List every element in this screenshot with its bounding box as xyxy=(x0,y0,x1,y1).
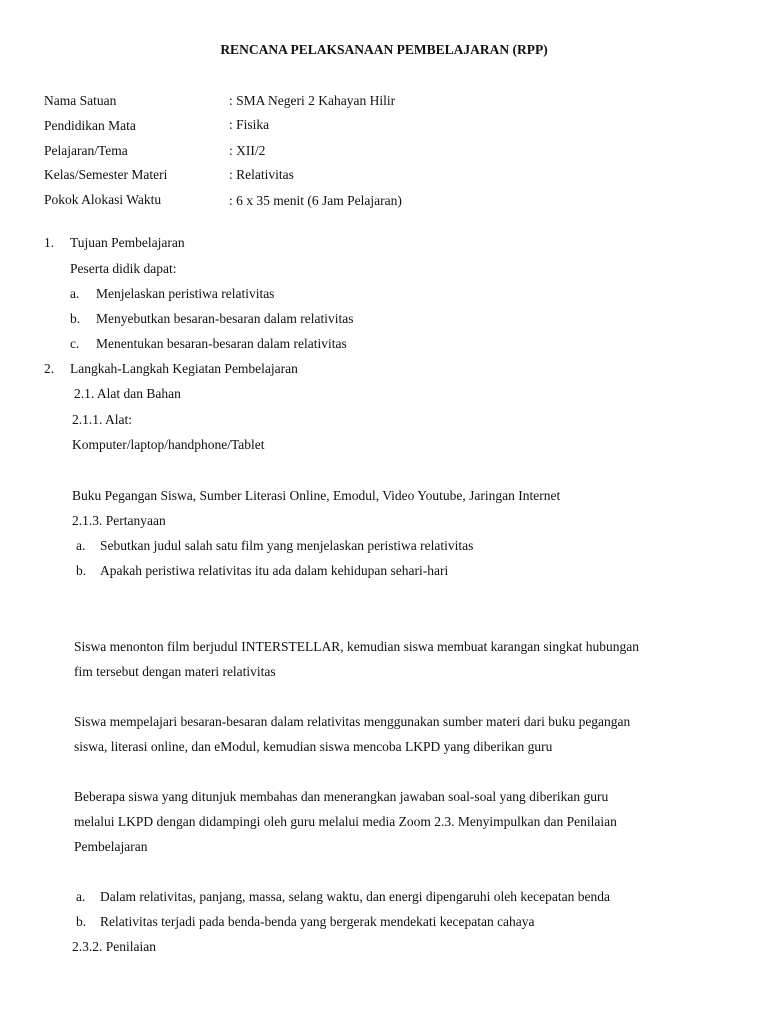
section-number: 1. xyxy=(44,235,55,250)
paragraph-line: melalui LKPD dengan didampingi oleh guru melalui media Zoom 2.3. Menyimpulkan dan Penilaian xyxy=(74,814,617,829)
section-intro: Peserta didik dapat: xyxy=(70,261,177,276)
identity-label: Pokok Alokasi Waktu xyxy=(44,192,162,207)
subheading-penilaian: 2.3.2. Penilaian xyxy=(72,939,156,954)
list-marker: b. xyxy=(76,914,87,929)
identity-label: Pelajaran/Tema xyxy=(44,143,128,158)
list-item: Menentukan besaran-besaran dalam relativitas xyxy=(96,336,347,351)
paragraph-line: fim tersebut dengan materi relativitas xyxy=(74,664,276,679)
question-item: Sebutkan judul salah satu film yang menjelaskan peristiwa relativitas xyxy=(100,538,474,553)
list-marker: b. xyxy=(76,563,87,578)
list-marker: a. xyxy=(70,286,80,301)
identity-value: : SMA Negeri 2 Kahayan Hilir xyxy=(229,93,396,108)
identity-value: : 6 x 35 menit (6 Jam Pelajaran) xyxy=(229,193,402,208)
list-marker: c. xyxy=(70,336,80,351)
subheading-alat: 2.1.1. Alat: xyxy=(72,412,132,427)
list-item: Menjelaskan peristiwa relativitas xyxy=(96,286,275,301)
identity-value: : Relativitas xyxy=(229,167,294,182)
paragraph-line: Siswa mempelajari besaran-besaran dalam relativitas menggunakan sumber materi dari buku pegangan xyxy=(74,714,631,729)
bahan-value: Buku Pegangan Siswa, Sumber Literasi Online, Emodul, Video Youtube, Jaringan Internet xyxy=(72,488,561,503)
conclusion-item: Relativitas terjadi pada benda-benda yang bergerak mendekati kecepatan cahaya xyxy=(100,914,535,929)
list-marker: b. xyxy=(70,311,81,326)
subheading-pertanyaan: 2.1.3. Pertanyaan xyxy=(72,513,166,528)
identity-label: Nama Satuan xyxy=(44,93,117,108)
identity-value: : Fisika xyxy=(229,117,270,132)
conclusion-item: Dalam relativitas, panjang, massa, selang waktu, dan energi dipengaruhi oleh kecepatan benda xyxy=(100,889,610,904)
identity-value: : XII/2 xyxy=(229,143,266,158)
section-heading: Tujuan Pembelajaran xyxy=(70,235,185,250)
question-item: Apakah peristiwa relativitas itu ada dalam kehidupan sehari-hari xyxy=(100,563,449,578)
document-title: RENCANA PELAKSANAAN PEMBELAJARAN (RPP) xyxy=(220,42,548,57)
section-number: 2. xyxy=(44,361,55,376)
section-heading: Langkah-Langkah Kegiatan Pembelajaran xyxy=(70,361,298,376)
subheading-alat-bahan: 2.1. Alat dan Bahan xyxy=(74,386,181,401)
paragraph-line: Pembelajaran xyxy=(74,839,148,854)
alat-value: Komputer/laptop/handphone/Tablet xyxy=(72,437,265,452)
list-marker: a. xyxy=(76,538,86,553)
paragraph-line: Beberapa siswa yang ditunjuk membahas dan menerangkan jawaban soal-soal yang diberikan guru xyxy=(74,789,609,804)
list-item: Menyebutkan besaran-besaran dalam relativitas xyxy=(96,311,354,326)
identity-label: Kelas/Semester Materi xyxy=(44,167,168,182)
identity-label: Pendidikan Mata xyxy=(44,118,136,133)
paragraph-line: Siswa menonton film berjudul INTERSTELLAR, kemudian siswa membuat karangan singkat hubungan xyxy=(74,639,640,654)
paragraph-line: siswa, literasi online, dan eModul, kemudian siswa mencoba LKPD yang diberikan guru xyxy=(74,739,553,754)
list-marker: a. xyxy=(76,889,86,904)
